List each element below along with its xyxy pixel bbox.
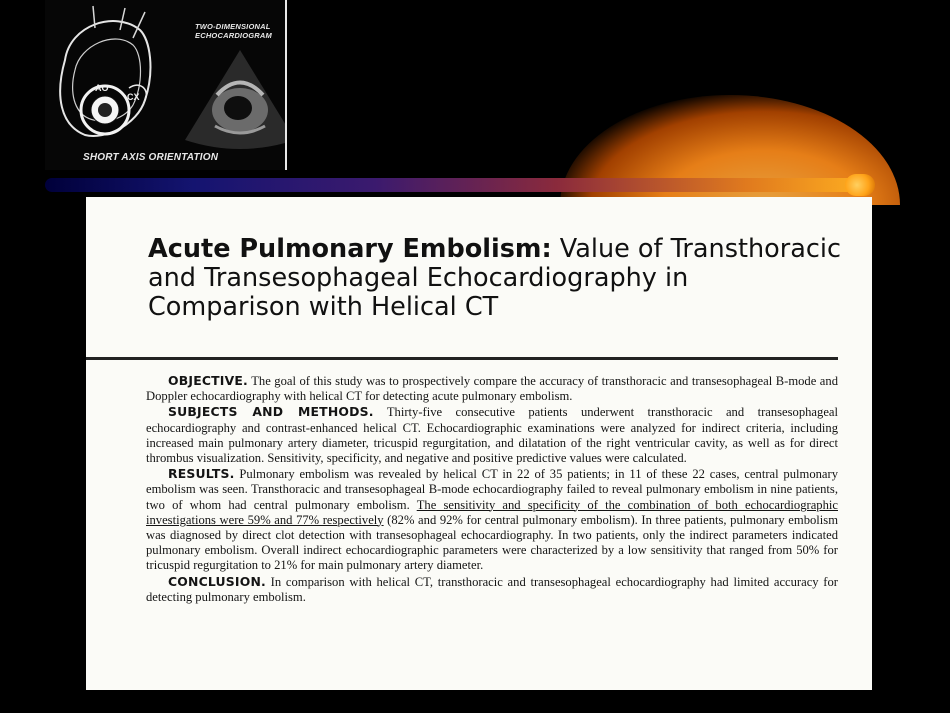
- paper-abstract: [86, 197, 872, 690]
- results-heading: RESULTS.: [168, 466, 235, 482]
- paper-title: [148, 235, 848, 322]
- label-cx: CX: [127, 92, 140, 102]
- decorative-bar-end: [845, 174, 875, 196]
- results-text-1: Pulmonary embolism was revealed by helical CT in 22 of 35 patients; in 11 of these 22 cases, central pulmonary embolism was seen. Transthoracic and transesophageal B-mode echocardiography failed to reveal pulmonary embolism in nine patients, two of whom had central pulmonary embolism.: [146, 467, 838, 512]
- objective-text: The goal of this study was to prospectively compare the accuracy of transthoracic and transesophageal B-mode and Doppler echocardiography with helical CT for detecting acute pulmonary embolism.: [146, 374, 838, 404]
- objective-paragraph: [146, 373, 838, 404]
- results-text-2: (82% and 92% for central pulmonary embolism). In three patients, pulmonary embolism was diagnosed by direct clot detection with transesophageal echocardiography. In two patients, only the indirect parameters indicated pulmonary embolism. Overall indirect echocardiographic parameters were characterized by a low sensitivity that ranged from 50% for tricuspid regurgitation to 21% for main pulmonary artery diameter.: [146, 512, 838, 573]
- results-paragraph: [146, 466, 838, 573]
- decorative-gradient-bar: [45, 178, 870, 192]
- conclusion-text: In comparison with helical CT, transthoracic and transesophageal echocardiography had limited accuracy for detecting pulmonary embolism.: [146, 574, 838, 604]
- conclusion-heading: CONCLUSION.: [168, 573, 266, 589]
- objective-heading: OBJECTIVE.: [168, 373, 248, 388]
- echo-caption-bottom: SHORT AXIS ORIENTATION: [83, 152, 219, 163]
- methods-text: Thirty-five consecutive patients underwent transthoracic and transesophageal echocardiography and contrast-enhanced helical CT. Echocardiographic examinations were analyzed for indirect criteria, including increased main pulmonary artery diameter, tricuspid regurgitation, and dilatation of the right ventricular cavity, as well as for direct thrombus visualization. Sensitivity, specificity, and negative and positive predictive values were calculated.: [146, 405, 838, 466]
- conclusion-paragraph: [146, 574, 838, 605]
- results-underlined-text: The sensitivity and specificity of the combination of both echocardiographic investigations were 59% and 77% respectively: [146, 497, 838, 527]
- abstract-body: [146, 373, 838, 605]
- label-ao: AO: [95, 83, 109, 93]
- methods-heading: SUBJECTS AND METHODS.: [168, 404, 374, 420]
- methods-paragraph: [146, 404, 838, 466]
- paper-title-bold: Acute Pulmonary Embolism:: [148, 234, 552, 264]
- paper-title-rest: Value of Transthoracic and Transesophageal Echocardiography in Comparison with Helical CT: [148, 234, 841, 322]
- title-rule: [86, 357, 838, 360]
- echo-caption-top: TWO-DIMENSIONAL ECHOCARDIOGRAM: [195, 22, 272, 40]
- echocardiogram-image: [45, 0, 287, 170]
